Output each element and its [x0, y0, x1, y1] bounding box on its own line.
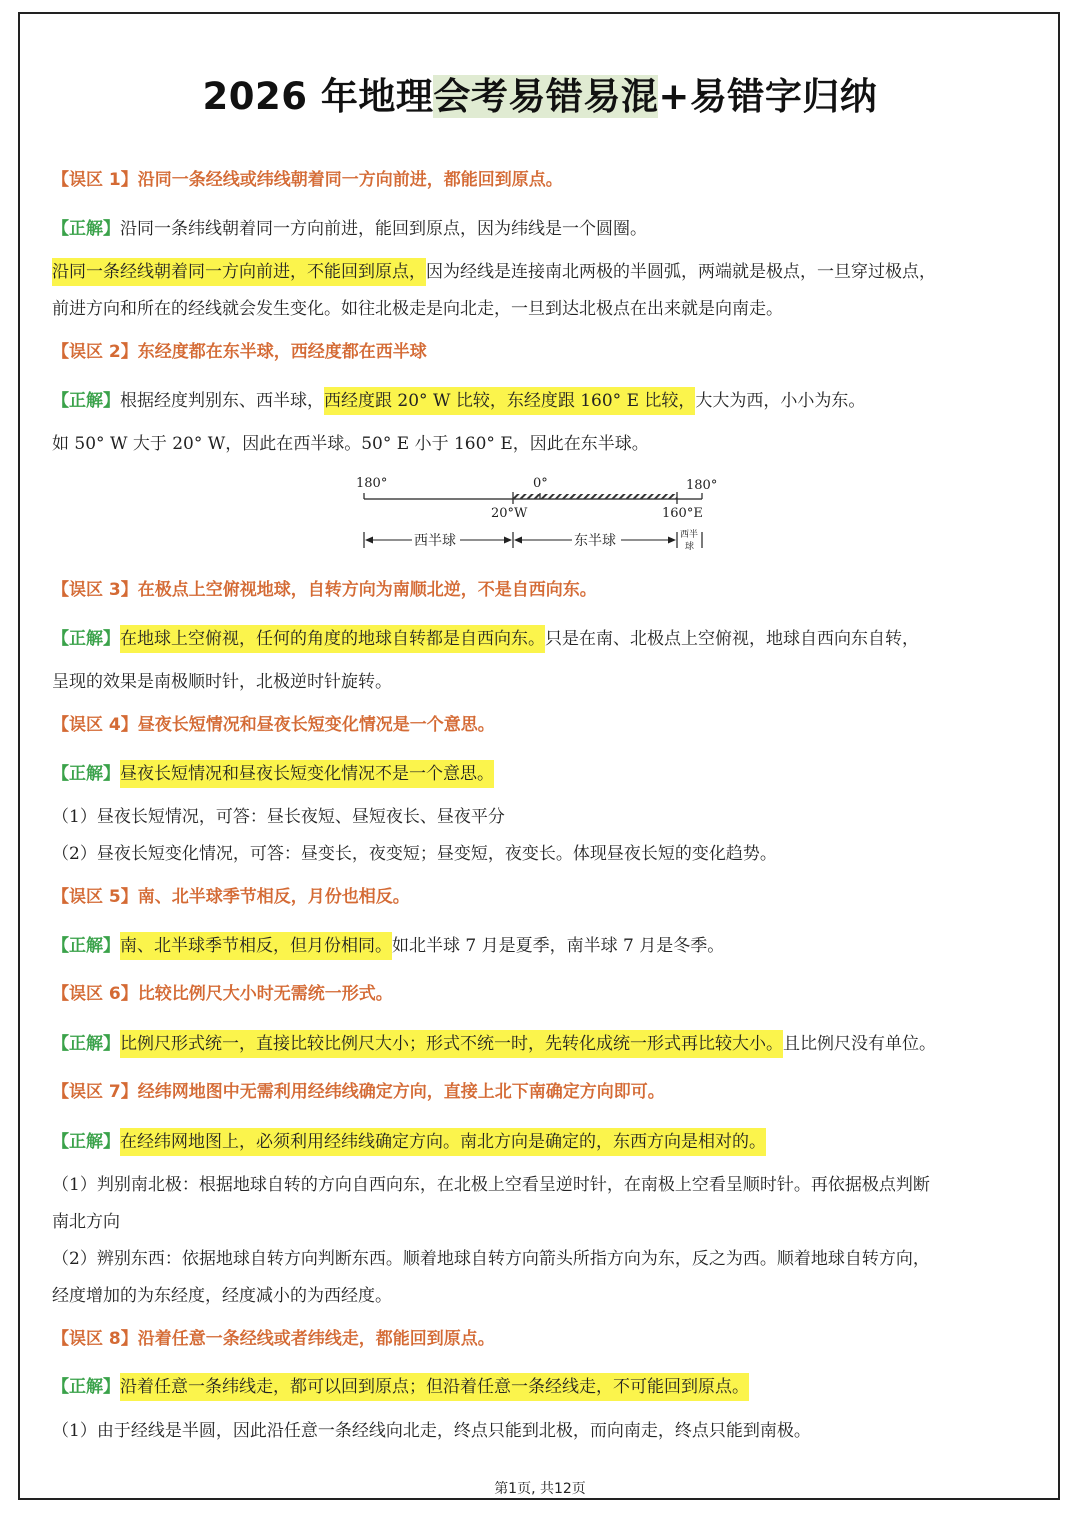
- highlight: 沿着任意一条纬线走，都可以回到原点；但沿着任意一条经线走，不可能回到原点。: [120, 1373, 749, 1401]
- answer-tag: 【正解】: [52, 1034, 120, 1054]
- misconception-4: 【误区 4】昼夜长短情况和昼夜长短变化情况是一个意思。: [52, 715, 495, 735]
- answer-2-line-2: 如 50° W 大于 20° W，因此在西半球。50° E 小于 160° E，因此在东半球。: [52, 434, 649, 454]
- highlight: 西经度跟 20° W 比较，东经度跟 160° E 比较，: [324, 387, 695, 415]
- answer-tag: 【正解】: [52, 219, 120, 239]
- answer-4-item-2: （2）昼夜长短变化情况，可答：昼变长，夜变短；昼变短，夜变长。体现昼夜长短的变化趋势。: [52, 844, 777, 864]
- answer-7-item-2: （2）辨别东西：依据地球自转方向判断东西。顺着地球自转方向箭头所指方向为东，反之为西。顺着地球自转方向，: [52, 1249, 930, 1269]
- answer-tag: 【正解】: [52, 629, 120, 649]
- longitude-diagram: [350, 470, 730, 556]
- answer-8-line-1: [52, 1369, 1037, 1406]
- label-160e: 160°E: [662, 506, 703, 521]
- misconception-3: 【误区 3】在极点上空俯视地球，自转方向为南顺北逆，不是自西向东。: [52, 580, 597, 600]
- answer-3-line-2: 呈现的效果是南极顺时针，北极逆时针旋转。: [52, 672, 392, 692]
- west-tail-label-1: 西半: [680, 530, 699, 540]
- arrowhead: [514, 537, 522, 544]
- answer-7-item-1-cont: 南北方向: [52, 1212, 120, 1232]
- highlight: 南、北半球季节相反，但月份相同。: [120, 932, 392, 960]
- misconception-5: 【误区 5】南、北半球季节相反，月份也相反。: [52, 887, 410, 907]
- label-180-left: 180°: [356, 476, 388, 491]
- answer-3-line-1: 【正解】在地球上空俯视，任何的角度的地球自转都是自西向东。只是在南、北极点上空俯视，地球自西向东自转，: [52, 621, 1037, 658]
- highlight: 比例尺形式统一，直接比较比例尺大小；形式不统一时，先转化成统一形式再比较大小。: [120, 1030, 783, 1058]
- misconception-7: 【误区 7】经纬网地图中无需利用经纬线确定方向，直接上北下南确定方向即可。: [52, 1082, 665, 1102]
- answer-7-item-1: （1）判别南北极：根据地球自转的方向自西向东，在北极上空看呈逆时针，在南极上空看呈顺时针。再依据极点判断: [52, 1175, 930, 1195]
- page-number: 第1页, 共12页: [494, 1481, 586, 1497]
- label-180-right: 180°: [686, 478, 718, 493]
- answer-6-line-1: 【正解】比例尺形式统一，直接比较比例尺大小；形式不统一时，先转化成统一形式再比较大小。且比例尺没有单位。: [52, 1026, 1037, 1063]
- highlight: 沿同一条经线朝着同一方向前进，不能回到原点，: [52, 258, 426, 286]
- arrowhead: [504, 537, 512, 544]
- misconception-8: 【误区 8】沿着任意一条经线或者纬线走，都能回到原点。: [52, 1329, 495, 1349]
- answer-7-line-1: [52, 1124, 1037, 1161]
- highlight: 在地球上空俯视，任何的角度的地球自转都是自西向东。: [120, 625, 545, 653]
- highlight: 昼夜长短情况和昼夜长短变化情况不是一个意思。: [120, 760, 494, 788]
- answer-tag: 【正解】: [52, 1132, 120, 1152]
- answer-2-line-1: 【正解】根据经度判别东、西半球，西经度跟 20° W 比较，东经度跟 160° E 比较，大大为西，小小为东。: [52, 383, 1037, 420]
- label-0: 0°: [533, 476, 548, 491]
- highlight: 在经纬网地图上，必须利用经纬线确定方向。南北方向是确定的，东西方向是相对的。: [120, 1128, 766, 1156]
- answer-8-item-1: （1）由于经线是半圆，因此沿任意一条经线向北走，终点只能到北极，而向南走，终点只能到南极。: [52, 1421, 811, 1441]
- answer-tag: 【正解】: [52, 1377, 120, 1397]
- answer-1-line-1: 【正解】沿同一条纬线朝着同一方向前进，能回到原点，因为纬线是一个圆圈。: [52, 219, 647, 239]
- answer-tag: 【正解】: [52, 936, 120, 956]
- answer-1-line-3: 前进方向和所在的经线就会发生变化。如往北极走是向北走，一旦到达北极点在出来就是向南走。: [52, 299, 783, 319]
- misconception-6: 【误区 6】比较比例尺大小时无需统一形式。: [52, 984, 393, 1004]
- answer-tag: 【正解】: [52, 391, 120, 411]
- west-hemisphere-label: 西半球: [414, 533, 456, 549]
- answer-1-line-2: 沿同一条经线朝着同一方向前进，不能回到原点，因为经线是连接南北两极的半圆弧，两端就是极点，一旦穿过极点，: [52, 254, 1037, 291]
- title-highlight: 会考易错易混: [433, 75, 659, 118]
- misconception-1: 【误区 1】沿同一条经线或纬线朝着同一方向前进，都能回到原点。: [52, 170, 563, 190]
- arrowhead: [365, 537, 373, 544]
- answer-4-item-1: （1）昼夜长短情况，可答：昼长夜短、昼短夜长、昼夜平分: [52, 807, 505, 827]
- east-hemisphere-label: 东半球: [574, 533, 616, 549]
- page-title: 2026 年地理会考易错易混+易错字归纳: [202, 75, 878, 118]
- answer-7-item-2-cont: 经度增加的为东经度，经度减小的为西经度。: [52, 1286, 392, 1306]
- answer-5-line-1: 【正解】南、北半球季节相反，但月份相同。如北半球 7 月是夏季，南半球 7 月是冬季。: [52, 928, 1037, 965]
- arrowhead: [668, 537, 676, 544]
- misconception-2: 【误区 2】东经度都在东半球，西经度都在西半球: [52, 342, 427, 362]
- west-tail-label-2: 球: [685, 542, 695, 552]
- answer-4-line-1: [52, 756, 1037, 793]
- answer-tag: 【正解】: [52, 764, 120, 784]
- label-20w: 20°W: [491, 506, 528, 521]
- hatched-east-segment: [513, 494, 677, 499]
